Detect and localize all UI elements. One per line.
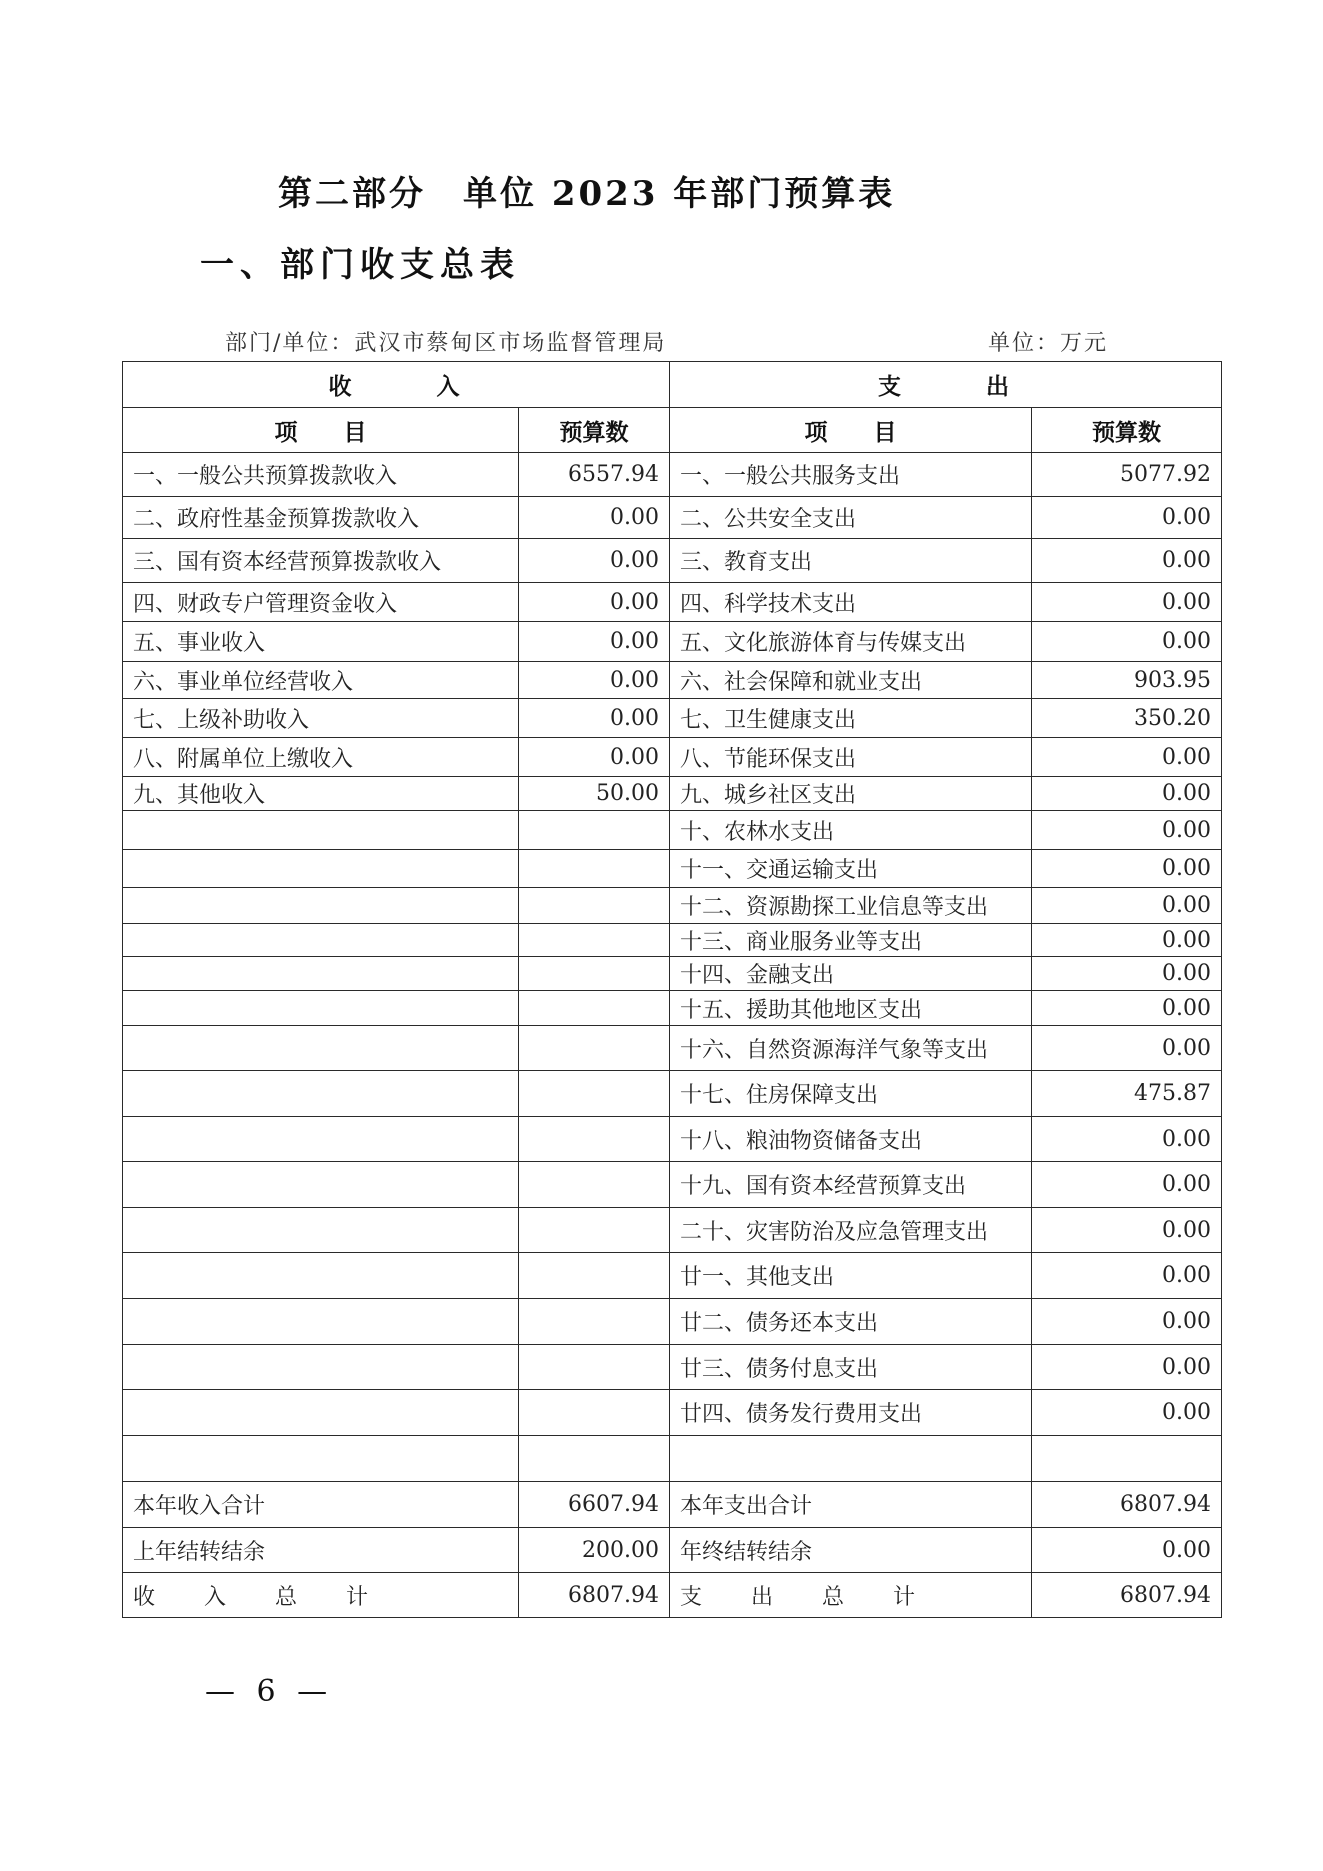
expense-value-cell: 0.00 bbox=[1032, 888, 1222, 924]
income-budget-column-header: 预算数 bbox=[519, 408, 670, 453]
year-income-value: 6607.94 bbox=[519, 1482, 670, 1528]
expense-value-cell: 0.00 bbox=[1032, 811, 1222, 850]
table-row bbox=[123, 453, 1222, 497]
expense-value-cell: 0.00 bbox=[1032, 539, 1222, 583]
income-value-cell bbox=[519, 888, 670, 924]
expense-item-cell: 廿三、债务付息支出 bbox=[670, 1345, 1032, 1390]
income-value-cell bbox=[519, 1071, 670, 1117]
income-value-cell: 0.00 bbox=[519, 622, 670, 662]
expense-value-cell: 0.00 bbox=[1032, 1208, 1222, 1253]
income-item-cell bbox=[123, 924, 519, 957]
carryover-out-label: 年终结转结余 bbox=[670, 1528, 1032, 1573]
income-item-cell bbox=[123, 1026, 519, 1071]
income-value-cell: 0.00 bbox=[519, 539, 670, 583]
income-item-cell bbox=[123, 1117, 519, 1162]
part-title: 第二部分 单位 2023 年部门预算表 bbox=[278, 174, 896, 214]
expense-item-cell: 廿四、债务发行费用支出 bbox=[670, 1390, 1032, 1436]
section-title: 一、部门收支总表 bbox=[200, 245, 520, 285]
expense-total-char: 总 bbox=[821, 1584, 844, 1610]
income-value-cell bbox=[519, 1117, 670, 1162]
income-total-char: 总 bbox=[274, 1584, 297, 1610]
income-item-cell bbox=[123, 1162, 519, 1208]
table-group-header-row bbox=[123, 362, 1222, 408]
expense-budget-column-header: 预算数 bbox=[1032, 408, 1222, 453]
income-item-cell bbox=[123, 991, 519, 1026]
income-item-column-header: 项 目 bbox=[123, 408, 519, 453]
expense-item-cell: 七、卫生健康支出 bbox=[670, 699, 1032, 738]
income-value-cell: 0.00 bbox=[519, 583, 670, 622]
expense-item-cell: 廿二、债务还本支出 bbox=[670, 1299, 1032, 1345]
table-row bbox=[123, 1299, 1222, 1345]
expense-item-cell: 十四、金融支出 bbox=[670, 957, 1032, 991]
expense-item-cell: 五、文化旅游体育与传媒支出 bbox=[670, 622, 1032, 662]
page-number: — 6 — bbox=[205, 1674, 334, 1709]
year-expense-value: 6807.94 bbox=[1032, 1482, 1222, 1528]
expense-header: 支 出 bbox=[670, 362, 1222, 408]
expense-item-cell: 十七、住房保障支出 bbox=[670, 1071, 1032, 1117]
income-item-cell: 五、事业收入 bbox=[123, 622, 519, 662]
expense-value-cell bbox=[1032, 1436, 1222, 1482]
income-item-cell bbox=[123, 1345, 519, 1390]
carryover-in-label: 上年结转结余 bbox=[123, 1528, 519, 1573]
year-total-row bbox=[123, 1482, 1222, 1528]
table-row bbox=[123, 991, 1222, 1026]
carryover-row bbox=[123, 1528, 1222, 1573]
income-item-cell bbox=[123, 1299, 519, 1345]
income-value-cell bbox=[519, 1026, 670, 1071]
table-row bbox=[123, 497, 1222, 539]
income-value-cell: 0.00 bbox=[519, 699, 670, 738]
expense-value-cell: 0.00 bbox=[1032, 1026, 1222, 1071]
table-column-header-row bbox=[123, 408, 1222, 453]
expense-value-cell: 475.87 bbox=[1032, 1071, 1222, 1117]
income-value-cell bbox=[519, 1162, 670, 1208]
expense-item-cell: 九、城乡社区支出 bbox=[670, 777, 1032, 811]
expense-value-cell: 0.00 bbox=[1032, 957, 1222, 991]
table-row bbox=[123, 699, 1222, 738]
income-item-cell: 六、事业单位经营收入 bbox=[123, 662, 519, 699]
expense-item-cell bbox=[670, 1436, 1032, 1482]
income-item-cell: 八、附属单位上缴收入 bbox=[123, 738, 519, 777]
unit-label: 单位：万元 bbox=[988, 331, 1109, 356]
expense-item-cell: 十五、援助其他地区支出 bbox=[670, 991, 1032, 1026]
budget-summary-table bbox=[122, 361, 1222, 1618]
expense-value-cell: 0.00 bbox=[1032, 497, 1222, 539]
expense-item-cell: 一、一般公共服务支出 bbox=[670, 453, 1032, 497]
table-row bbox=[123, 1345, 1222, 1390]
table-row bbox=[123, 662, 1222, 699]
expense-item-cell: 十六、自然资源海洋气象等支出 bbox=[670, 1026, 1032, 1071]
income-item-cell bbox=[123, 850, 519, 888]
expense-value-cell: 0.00 bbox=[1032, 583, 1222, 622]
income-total-char: 计 bbox=[345, 1584, 368, 1610]
expense-value-cell: 0.00 bbox=[1032, 924, 1222, 957]
table-row bbox=[123, 583, 1222, 622]
expense-item-cell: 二十、灾害防治及应急管理支出 bbox=[670, 1208, 1032, 1253]
year-income-label: 本年收入合计 bbox=[123, 1482, 519, 1528]
income-value-cell bbox=[519, 850, 670, 888]
table-row bbox=[123, 1071, 1222, 1117]
expense-item-cell: 廿一、其他支出 bbox=[670, 1253, 1032, 1299]
expense-item-cell: 十二、资源勘探工业信息等支出 bbox=[670, 888, 1032, 924]
income-value-cell bbox=[519, 1345, 670, 1390]
expense-total-char: 出 bbox=[750, 1584, 773, 1610]
income-grand-total-value: 6807.94 bbox=[519, 1573, 670, 1618]
year-expense-label: 本年支出合计 bbox=[670, 1482, 1032, 1528]
income-item-cell bbox=[123, 888, 519, 924]
expense-value-cell: 0.00 bbox=[1032, 1390, 1222, 1436]
grand-total-row bbox=[123, 1573, 1222, 1618]
expense-value-cell: 350.20 bbox=[1032, 699, 1222, 738]
income-item-cell bbox=[123, 957, 519, 991]
income-value-cell bbox=[519, 1253, 670, 1299]
expense-value-cell: 0.00 bbox=[1032, 1117, 1222, 1162]
income-value-cell: 50.00 bbox=[519, 777, 670, 811]
table-row bbox=[123, 924, 1222, 957]
income-item-cell bbox=[123, 1253, 519, 1299]
income-value-cell: 0.00 bbox=[519, 497, 670, 539]
expense-value-cell: 0.00 bbox=[1032, 1253, 1222, 1299]
income-value-cell bbox=[519, 1299, 670, 1345]
table-row bbox=[123, 850, 1222, 888]
income-item-cell: 一、一般公共预算拨款收入 bbox=[123, 453, 519, 497]
table-row bbox=[123, 777, 1222, 811]
income-value-cell: 0.00 bbox=[519, 738, 670, 777]
expense-value-cell: 0.00 bbox=[1032, 850, 1222, 888]
income-total-char: 入 bbox=[203, 1584, 226, 1610]
expense-item-cell: 十九、国有资本经营预算支出 bbox=[670, 1162, 1032, 1208]
expense-value-cell: 0.00 bbox=[1032, 622, 1222, 662]
income-item-cell: 九、其他收入 bbox=[123, 777, 519, 811]
department-label: 部门/单位：武汉市蔡甸区市场监督管理局 bbox=[225, 331, 667, 356]
income-value-cell bbox=[519, 1208, 670, 1253]
income-header: 收 入 bbox=[123, 362, 670, 408]
expense-item-cell: 二、公共安全支出 bbox=[670, 497, 1032, 539]
expense-grand-total-label bbox=[670, 1573, 1032, 1618]
income-value-cell bbox=[519, 991, 670, 1026]
table-row bbox=[123, 1253, 1222, 1299]
expense-value-cell: 0.00 bbox=[1032, 991, 1222, 1026]
table-row bbox=[123, 811, 1222, 850]
carryover-in-value: 200.00 bbox=[519, 1528, 670, 1573]
table-row bbox=[123, 1436, 1222, 1482]
income-item-cell bbox=[123, 1436, 519, 1482]
expense-value-cell: 0.00 bbox=[1032, 777, 1222, 811]
income-item-cell: 三、国有资本经营预算拨款收入 bbox=[123, 539, 519, 583]
expense-item-cell: 四、科学技术支出 bbox=[670, 583, 1032, 622]
income-value-cell bbox=[519, 957, 670, 991]
expense-value-cell: 903.95 bbox=[1032, 662, 1222, 699]
table-row bbox=[123, 1162, 1222, 1208]
income-item-cell bbox=[123, 811, 519, 850]
table-row bbox=[123, 888, 1222, 924]
income-item-cell: 七、上级补助收入 bbox=[123, 699, 519, 738]
income-value-cell bbox=[519, 811, 670, 850]
expense-value-cell: 0.00 bbox=[1032, 1162, 1222, 1208]
income-item-cell bbox=[123, 1390, 519, 1436]
table-row bbox=[123, 622, 1222, 662]
income-item-cell bbox=[123, 1208, 519, 1253]
expense-value-cell: 0.00 bbox=[1032, 1299, 1222, 1345]
expense-item-column-header: 项 目 bbox=[670, 408, 1032, 453]
table-row bbox=[123, 1390, 1222, 1436]
income-value-cell bbox=[519, 1436, 670, 1482]
expense-item-cell: 三、教育支出 bbox=[670, 539, 1032, 583]
expense-item-cell: 十八、粮油物资储备支出 bbox=[670, 1117, 1032, 1162]
expense-value-cell: 5077.92 bbox=[1032, 453, 1222, 497]
table-row bbox=[123, 1117, 1222, 1162]
income-value-cell bbox=[519, 1390, 670, 1436]
table-row bbox=[123, 539, 1222, 583]
expense-value-cell: 0.00 bbox=[1032, 1345, 1222, 1390]
expense-item-cell: 十、农林水支出 bbox=[670, 811, 1032, 850]
income-value-cell bbox=[519, 924, 670, 957]
income-item-cell bbox=[123, 1071, 519, 1117]
table-row bbox=[123, 1208, 1222, 1253]
income-grand-total-label bbox=[123, 1573, 519, 1618]
expense-value-cell: 0.00 bbox=[1032, 738, 1222, 777]
income-total-char: 收 bbox=[133, 1584, 156, 1610]
income-item-cell: 四、财政专户管理资金收入 bbox=[123, 583, 519, 622]
income-value-cell: 6557.94 bbox=[519, 453, 670, 497]
carryover-out-value: 0.00 bbox=[1032, 1528, 1222, 1573]
income-value-cell: 0.00 bbox=[519, 662, 670, 699]
table-row bbox=[123, 1026, 1222, 1071]
table-row bbox=[123, 738, 1222, 777]
table-row bbox=[123, 957, 1222, 991]
expense-item-cell: 十三、商业服务业等支出 bbox=[670, 924, 1032, 957]
income-item-cell: 二、政府性基金预算拨款收入 bbox=[123, 497, 519, 539]
expense-grand-total-value: 6807.94 bbox=[1032, 1573, 1222, 1618]
expense-total-char: 计 bbox=[892, 1584, 915, 1610]
expense-total-char: 支 bbox=[680, 1584, 703, 1610]
expense-item-cell: 六、社会保障和就业支出 bbox=[670, 662, 1032, 699]
expense-item-cell: 十一、交通运输支出 bbox=[670, 850, 1032, 888]
expense-item-cell: 八、节能环保支出 bbox=[670, 738, 1032, 777]
